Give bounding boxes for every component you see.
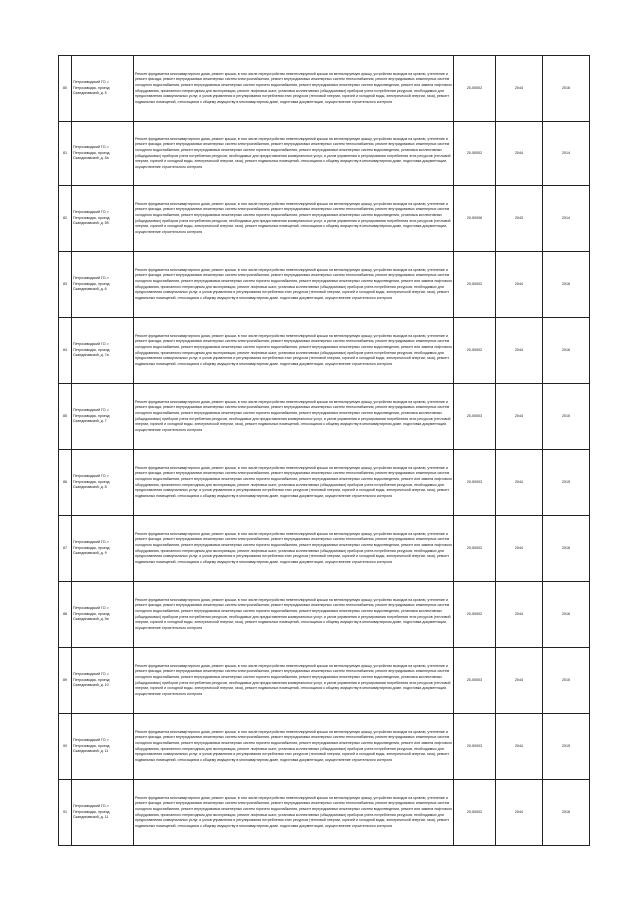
table-row xyxy=(59,122,590,186)
works-cell: Ремонт фундамента многоквартирного дома, ремонт крыши, в том числе переустройство невентилируемой крыши на вентилируемую крышу, устройство выходов на кровлю, утепление и ремонт фасада, ремонт внутридомовых инженерных систем электроснабжения, ремонт внутридомовых инженерных систем теплоснабжения, ремонт внутридомовых инженерных систем холодного водоснабжения, ремонт внутридомовых инженерных систем горячего водоснабжения, ремонт внутридомовых инженерных систем водоотведения, установка коллективных (общедомовых) приборов учета потребления ресурсов, необходимых для предоставления коммунальных услуг, и узлов управления и регулирования потребления этих ресурсов (тепловой энергии, горячей и холодной воды, электрической энергии, газа), ремонт подвальных помещений, относящихся к общему имуществу в многоквартирном доме, подготовка документации, осуществление строительного контроля xyxy=(134,384,454,450)
row-number: 84 xyxy=(59,318,72,384)
year-cell: 2044 xyxy=(496,780,543,846)
table-row xyxy=(59,318,590,384)
address-cell: Петрозаводский ГО, г. Петрозаводск, проезд Скандинавский, д. 11 xyxy=(72,714,134,780)
table-row xyxy=(59,516,590,582)
row-number: 86 xyxy=(59,450,72,516)
year-cell: 2014 xyxy=(543,186,590,252)
table-row xyxy=(59,582,590,648)
table-row xyxy=(59,648,590,714)
year-cell: 2016 xyxy=(543,252,590,318)
row-number: 87 xyxy=(59,516,72,582)
year-cell: 2015 xyxy=(543,450,590,516)
address-cell: Петрозаводский ГО, г. Петрозаводск, проезд Скандинавский, д. 7а xyxy=(72,318,134,384)
code-cell: 20-50006 xyxy=(454,186,496,252)
code-cell: 20-50003 xyxy=(454,714,496,780)
works-cell: Ремонт фундамента многоквартирного дома, ремонт крыши, в том числе переустройство невентилируемой крыши на вентилируемую крышу, устройство выходов на кровлю, утепление и ремонт фасада, ремонт внутридомовых инженерных систем электроснабжения, ремонт внутридомовых инженерных систем теплоснабжения, ремонт внутридомовых инженерных систем холодного водоснабжения, ремонт внутридомовых инженерных систем горячего водоснабжения, ремонт внутридомовых инженерных систем водоотведения, установка коллективных (общедомовых) приборов учета потребления ресурсов, необходимых для предоставления коммунальных услуг, и узлов управления и регулирования потребления этих ресурсов (тепловой энергии, горячей и холодной воды, электрической энергии, газа), ремонт подвальных помещений, относящихся к общему имуществу в многоквартирном доме, подготовка документации, осуществление строительного контроля xyxy=(134,122,454,186)
year-cell: 2015 xyxy=(543,384,590,450)
year-cell: 2044 xyxy=(496,384,543,450)
row-number: 80 xyxy=(59,56,72,122)
code-cell: 20-50002 xyxy=(454,252,496,318)
works-cell: Ремонт фундамента многоквартирного дома, ремонт крыши, в том числе переустройство невентилируемой крыши на вентилируемую крышу, устройство выходов на кровлю, утепление и ремонт фасада, ремонт внутридомовых инженерных систем электроснабжения, ремонт внутридомовых инженерных систем теплоснабжения, ремонт внутридомовых инженерных систем холодного водоснабжения, ремонт внутридомовых инженерных систем горячего водоснабжения, ремонт внутридомовых инженерных систем водоотведения, ремонт или замена лифтового оборудования, признанного непригодным для эксплуатации, ремонт лифтовых шахт, установка коллективных (общедомовых) приборов учета потребления ресурсов, необходимых для предоставления коммунальных услуг, и узлов управления и регулирования потребления этих ресурсов (тепловой энергии, горячей и холодной воды, электрической энергии, газа), ремонт подвальных помещений, относящихся к общему имуществу в многоквартирном доме, подготовка документации, осуществление строительного контроля xyxy=(134,56,454,122)
row-number: 83 xyxy=(59,252,72,318)
row-number: 88 xyxy=(59,582,72,648)
year-cell: 2015 xyxy=(543,648,590,714)
address-cell: Петрозаводский ГО, г. Петрозаводск, проезд Скандинавский, д. 11 xyxy=(72,780,134,846)
row-number: 82 xyxy=(59,186,72,252)
year-cell: 2044 xyxy=(496,714,543,780)
row-number: 89 xyxy=(59,648,72,714)
year-cell: 2016 xyxy=(543,582,590,648)
code-cell: 20-50002 xyxy=(454,516,496,582)
code-cell: 20-50003 xyxy=(454,450,496,516)
works-cell: Ремонт фундамента многоквартирного дома, ремонт крыши, в том числе переустройство невентилируемой крыши на вентилируемую крышу, устройство выходов на кровлю, утепление и ремонт фасада, ремонт внутридомовых инженерных систем электроснабжения, ремонт внутридомовых инженерных систем теплоснабжения, ремонт внутридомовых инженерных систем холодного водоснабжения, ремонт внутридомовых инженерных систем горячего водоснабжения, ремонт внутридомовых инженерных систем водоотведения, ремонт или замена лифтового оборудования, признанного непригодным для эксплуатации, ремонт лифтовых шахт, установка коллективных (общедомовых) приборов учета потребления ресурсов, необходимых для предоставления коммунальных услуг, и узлов управления и регулирования потребления этих ресурсов (тепловой энергии, горячей и холодной воды, электрической энергии, газа), ремонт подвальных помещений, относящихся к общему имуществу в многоквартирном доме, подготовка документации, осуществление строительного контроля xyxy=(134,252,454,318)
works-cell: Ремонт фундамента многоквартирного дома, ремонт крыши, в том числе переустройство невентилируемой крыши на вентилируемую крышу, устройство выходов на кровлю, утепление и ремонт фасада, ремонт внутридомовых инженерных систем электроснабжения, ремонт внутридомовых инженерных систем теплоснабжения, ремонт внутридомовых инженерных систем холодного водоснабжения, ремонт внутридомовых инженерных систем горячего водоснабжения, ремонт внутридомовых инженерных систем водоотведения, ремонт или замена лифтового оборудования, признанного непригодным для эксплуатации, ремонт лифтовых шахт, установка коллективных (общедомовых) приборов учета потребления ресурсов, необходимых для предоставления коммунальных услуг, и узлов управления и регулирования потребления этих ресурсов (тепловой энергии, горячей и холодной воды, электрической энергии, газа), ремонт подвальных помещений, относящихся к общему имуществу в многоквартирном доме, подготовка документации, осуществление строительного контроля xyxy=(134,780,454,846)
table-row xyxy=(59,56,590,122)
year-cell: 2043 xyxy=(496,186,543,252)
year-cell: 2044 xyxy=(496,582,543,648)
table-row xyxy=(59,252,590,318)
works-cell: Ремонт фундамента многоквартирного дома, ремонт крыши, в том числе переустройство невентилируемой крыши на вентилируемую крышу, устройство выходов на кровлю, утепление и ремонт фасада, ремонт внутридомовых инженерных систем электроснабжения, ремонт внутридомовых инженерных систем теплоснабжения, ремонт внутридомовых инженерных систем холодного водоснабжения, ремонт внутридомовых инженерных систем горячего водоснабжения, ремонт внутридомовых инженерных систем водоотведения, ремонт или замена лифтового оборудования, признанного непригодным для эксплуатации, ремонт лифтовых шахт, установка коллективных (общедомовых) приборов учета потребления ресурсов, необходимых для предоставления коммунальных услуг, и узлов управления и регулирования потребления этих ресурсов (тепловой энергии, горячей и холодной воды, электрической энергии, газа), ремонт подвальных помещений, относящихся к общему имуществу в многоквартирном доме, подготовка документации, осуществление строительного контроля xyxy=(134,714,454,780)
table-body xyxy=(59,56,590,846)
address-cell: Петрозаводский ГО, г. Петрозаводск, проезд Скандинавский, д. 8 xyxy=(72,450,134,516)
capital-repair-table xyxy=(58,55,590,846)
year-cell: 2015 xyxy=(543,714,590,780)
row-number: 85 xyxy=(59,384,72,450)
address-cell: Петрозаводский ГО, г. Петрозаводск, проезд Скандинавский, д. 5а xyxy=(72,122,134,186)
year-cell: 2016 xyxy=(543,516,590,582)
works-cell: Ремонт фундамента многоквартирного дома, ремонт крыши, в том числе переустройство невентилируемой крыши на вентилируемую крышу, устройство выходов на кровлю, утепление и ремонт фасада, ремонт внутридомовых инженерных систем электроснабжения, ремонт внутридомовых инженерных систем теплоснабжения, ремонт внутридомовых инженерных систем холодного водоснабжения, ремонт внутридомовых инженерных систем горячего водоснабжения, ремонт внутридомовых инженерных систем водоотведения, установка коллективных (общедомовых) приборов учета потребления ресурсов, необходимых для предоставления коммунальных услуг, и узлов управления и регулирования потребления этих ресурсов (тепловой энергии, горячей и холодной воды, электрической энергии, газа), ремонт подвальных помещений, относящихся к общему имуществу в многоквартирном доме, подготовка документации, осуществление строительного контроля xyxy=(134,648,454,714)
code-cell: 20-50002 xyxy=(454,56,496,122)
table-row xyxy=(59,186,590,252)
code-cell: 20-50003 xyxy=(454,384,496,450)
works-cell: Ремонт фундамента многоквартирного дома, ремонт крыши, в том числе переустройство невентилируемой крыши на вентилируемую крышу, устройство выходов на кровлю, утепление и ремонт фасада, ремонт внутридомовых инженерных систем электроснабжения, ремонт внутридомовых инженерных систем теплоснабжения, ремонт внутридомовых инженерных систем холодного водоснабжения, ремонт внутридомовых инженерных систем горячего водоснабжения, ремонт внутридомовых инженерных систем водоотведения, установка коллективных (общедомовых) приборов учета потребления ресурсов, необходимых для предоставления коммунальных услуг, и узлов управления и регулирования потребления этих ресурсов (тепловой энергии, горячей и холодной воды, электрической энергии, газа), ремонт подвальных помещений, относящихся к общему имуществу в многоквартирном доме, подготовка документации, осуществление строительного контроля xyxy=(134,582,454,648)
year-cell: 2044 xyxy=(496,318,543,384)
table-row xyxy=(59,384,590,450)
row-number: 91 xyxy=(59,780,72,846)
year-cell: 2044 xyxy=(496,450,543,516)
address-cell: Петрозаводский ГО, г. Петрозаводск, проезд Скандинавский, д. 10 xyxy=(72,648,134,714)
year-cell: 2014 xyxy=(543,122,590,186)
code-cell: 20-50002 xyxy=(454,122,496,186)
address-cell: Петрозаводский ГО, г. Петрозаводск, проезд Скандинавский, д. 9а xyxy=(72,582,134,648)
year-cell: 2044 xyxy=(496,252,543,318)
code-cell: 20-50002 xyxy=(454,582,496,648)
year-cell: 2044 xyxy=(496,648,543,714)
year-cell: 2044 xyxy=(496,516,543,582)
code-cell: 20-50003 xyxy=(454,648,496,714)
address-cell: Петрозаводский ГО, г. Петрозаводск, проезд Скандинавский, д. 6 xyxy=(72,252,134,318)
year-cell: 2044 xyxy=(496,56,543,122)
year-cell: 2016 xyxy=(543,318,590,384)
address-cell: Петрозаводский ГО, г. Петрозаводск, проезд Скандинавский, д. 5б xyxy=(72,186,134,252)
works-cell: Ремонт фундамента многоквартирного дома, ремонт крыши, в том числе переустройство невентилируемой крыши на вентилируемую крышу, устройство выходов на кровлю, утепление и ремонт фасада, ремонт внутридомовых инженерных систем электроснабжения, ремонт внутридомовых инженерных систем теплоснабжения, ремонт внутридомовых инженерных систем холодного водоснабжения, ремонт внутридомовых инженерных систем горячего водоснабжения, ремонт внутридомовых инженерных систем водоотведения, ремонт или замена лифтового оборудования, признанного непригодным для эксплуатации, ремонт лифтовых шахт, установка коллективных (общедомовых) приборов учета потребления ресурсов, необходимых для предоставления коммунальных услуг, и узлов управления и регулирования потребления этих ресурсов (тепловой энергии, горячей и холодной воды, электрической энергии, газа), ремонт подвальных помещений, относящихся к общему имуществу в многоквартирном доме, подготовка документации, осуществление строительного контроля xyxy=(134,450,454,516)
row-number: 81 xyxy=(59,122,72,186)
table-row xyxy=(59,450,590,516)
works-cell: Ремонт фундамента многоквартирного дома, ремонт крыши, в том числе переустройство невентилируемой крыши на вентилируемую крышу, устройство выходов на кровлю, утепление и ремонт фасада, ремонт внутридомовых инженерных систем электроснабжения, ремонт внутридомовых инженерных систем теплоснабжения, ремонт внутридомовых инженерных систем холодного водоснабжения, ремонт внутридомовых инженерных систем горячего водоснабжения, ремонт внутридомовых инженерных систем водоотведения, ремонт или замена лифтового оборудования, признанного непригодным для эксплуатации, ремонт лифтовых шахт, установка коллективных (общедомовых) приборов учета потребления ресурсов, необходимых для предоставления коммунальных услуг, и узлов управления и регулирования потребления этих ресурсов (тепловой энергии, горячей и холодной воды, электрической энергии, газа), ремонт подвальных помещений, относящихся к общему имуществу в многоквартирном доме, подготовка документации, осуществление строительного контроля xyxy=(134,516,454,582)
address-cell: Петрозаводский ГО, г. Петрозаводск, проезд Скандинавский, д. 5 xyxy=(72,56,134,122)
address-cell: Петрозаводский ГО, г. Петрозаводск, проезд Скандинавский, д. 7 xyxy=(72,384,134,450)
row-number: 90 xyxy=(59,714,72,780)
table-row xyxy=(59,780,590,846)
year-cell: 2044 xyxy=(496,122,543,186)
code-cell: 20-50002 xyxy=(454,780,496,846)
code-cell: 20-50002 xyxy=(454,318,496,384)
year-cell: 2016 xyxy=(543,56,590,122)
works-cell: Ремонт фундамента многоквартирного дома, ремонт крыши, в том числе переустройство невентилируемой крыши на вентилируемую крышу, устройство выходов на кровлю, утепление и ремонт фасада, ремонт внутридомовых инженерных систем электроснабжения, ремонт внутридомовых инженерных систем теплоснабжения, ремонт внутридомовых инженерных систем холодного водоснабжения, ремонт внутридомовых инженерных систем горячего водоснабжения, ремонт внутридомовых инженерных систем водоотведения, установка коллективных (общедомовых) приборов учета потребления ресурсов, необходимых для предоставления коммунальных услуг, и узлов управления и регулирования потребления этих ресурсов (тепловой энергии, горячей и холодной воды, электрической энергии, газа), ремонт подвальных помещений, относящихся к общему имуществу в многоквартирном доме, подготовка документации, осуществление строительного контроля xyxy=(134,186,454,252)
works-cell: Ремонт фундамента многоквартирного дома, ремонт крыши, в том числе переустройство невентилируемой крыши на вентилируемую крышу, устройство выходов на кровлю, утепление и ремонт фасада, ремонт внутридомовых инженерных систем электроснабжения, ремонт внутридомовых инженерных систем теплоснабжения, ремонт внутридомовых инженерных систем холодного водоснабжения, ремонт внутридомовых инженерных систем горячего водоснабжения, ремонт внутридомовых инженерных систем водоотведения, ремонт или замена лифтового оборудования, признанного непригодным для эксплуатации, ремонт лифтовых шахт, установка коллективных (общедомовых) приборов учета потребления ресурсов, необходимых для предоставления коммунальных услуг, и узлов управления и регулирования потребления этих ресурсов (тепловой энергии, горячей и холодной воды, электрической энергии, газа), ремонт подвальных помещений, относящихся к общему имуществу в многоквартирном доме, подготовка документации, осуществление строительного контроля xyxy=(134,318,454,384)
year-cell: 2016 xyxy=(543,780,590,846)
address-cell: Петрозаводский ГО, г. Петрозаводск, проезд Скандинавский, д. 9 xyxy=(72,516,134,582)
table-row xyxy=(59,714,590,780)
